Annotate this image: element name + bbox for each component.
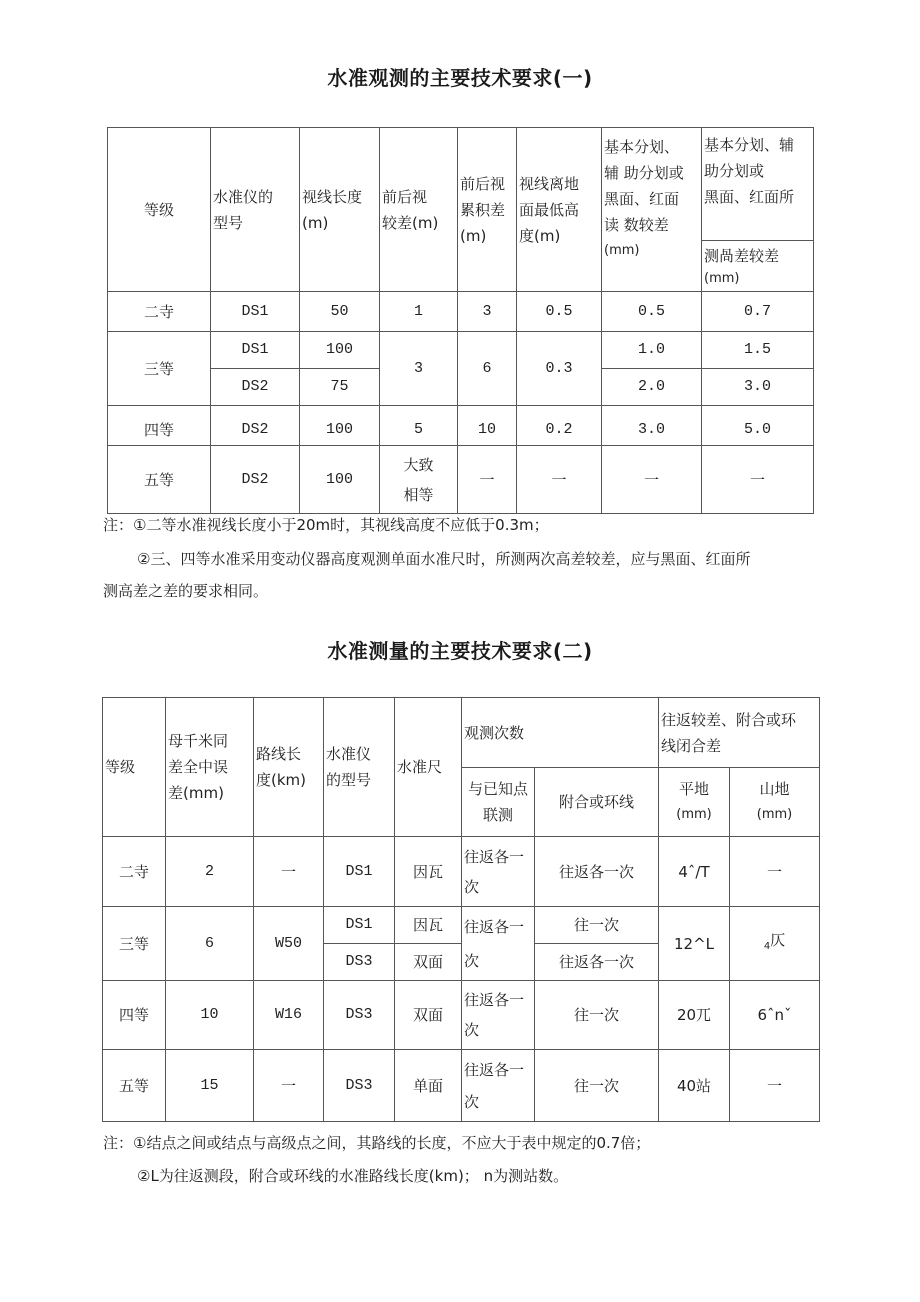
loop-cell: 往一次: [535, 981, 659, 1050]
fb-cell: 5: [380, 406, 458, 446]
table-row: [103, 837, 820, 907]
staff-cell: 因瓦: [395, 837, 462, 907]
grade-cell: 四等: [108, 406, 211, 446]
t2-header-mountain: 山地 (mm): [730, 768, 820, 837]
table-row: [103, 907, 820, 944]
hd-cell: 5.0: [702, 406, 814, 446]
hd-cell: 3.0: [702, 369, 814, 406]
error-cell: 2: [166, 837, 254, 907]
minh-cell: 0.5: [517, 292, 602, 332]
table2: [102, 697, 820, 1122]
staff-cell: 双面: [395, 944, 462, 981]
error-cell: 10: [166, 981, 254, 1050]
loop-cell: 往返各一次: [535, 837, 659, 907]
flat-cell: 40站: [659, 1050, 730, 1122]
fb-cell: 大致 相等: [380, 446, 458, 514]
t1-header-reading-diff: 基本分划、 辅 助分划或 黑面、红面 读 数较差 (mm): [602, 128, 702, 292]
table-row: [108, 406, 814, 446]
t2-header-route: 路线长 度(km): [254, 698, 324, 837]
flat-cell: 4ˆ/T: [659, 837, 730, 907]
table2-note-1: 注：①结点之间或结点与高级点之间，其路线的长度，不应大于表中规定的0.7倍；: [103, 1134, 651, 1152]
t1-header-height-diff-2: 测咼差较差 (mm): [702, 241, 814, 292]
route-cell: 一: [254, 837, 324, 907]
t2-header-obs-loop: 附合或环线: [535, 768, 659, 837]
staff-cell: 因瓦: [395, 907, 462, 944]
cum-cell: 10: [458, 406, 517, 446]
known-cell: 往返各一 次: [462, 1050, 535, 1122]
read-cell: 一: [602, 446, 702, 514]
t1-header-min-height: 视线离地 面最低高 度(m): [517, 128, 602, 292]
loop-cell: 往一次: [535, 1050, 659, 1122]
known-cell: 往返各一 次: [462, 907, 535, 981]
model-cell: DS3: [324, 981, 395, 1050]
t1-header-grade: 等级: [108, 128, 211, 292]
table1-note-2a: ②三、四等水准采用变动仪器高度观测单面水准尺时，所测两次高差较差，应与黑面、红面所: [137, 550, 751, 568]
read-cell: 1.0: [602, 332, 702, 369]
staff-cell: 单面: [395, 1050, 462, 1122]
table-row: [108, 446, 814, 514]
model-cell: DS1: [211, 332, 300, 369]
mountain-cell: 一: [730, 837, 820, 907]
t1-header-sight-length: 视线长度 (m): [300, 128, 380, 292]
model-cell: DS2: [211, 369, 300, 406]
table-row: [103, 1050, 820, 1122]
grade-cell: 四等: [103, 981, 166, 1050]
t2-header-staff: 水准尺: [395, 698, 462, 837]
route-cell: W50: [254, 907, 324, 981]
grade-cell: 三等: [103, 907, 166, 981]
known-cell: 往返各一 次: [462, 837, 535, 907]
hd-cell: 0.7: [702, 292, 814, 332]
t1-header-height-diff: 基本分划、辅 助分划或 黑面、红面所: [702, 128, 814, 241]
mountain-cell: 6ˆnˇ: [730, 981, 820, 1050]
fb-cell: 1: [380, 292, 458, 332]
t2-header-model: 水准仪 的型号: [324, 698, 395, 837]
t2-header-grade: 等级: [103, 698, 166, 837]
cum-cell: 3: [458, 292, 517, 332]
flat-cell: 12^L: [659, 907, 730, 981]
known-cell: 往返各一 次: [462, 981, 535, 1050]
model-cell: DS2: [211, 446, 300, 514]
model-cell: DS2: [211, 406, 300, 446]
model-cell: DS3: [324, 1050, 395, 1122]
table2-note-2: ②L为往返测段，附合或环线的水准路线长度(km)； n为测站数。: [137, 1167, 569, 1185]
sight-cell: 75: [300, 369, 380, 406]
mountain-cell: $_4$仄: [730, 907, 820, 981]
grade-cell: 五等: [103, 1050, 166, 1122]
model-cell: DS3: [324, 944, 395, 981]
read-cell: 0.5: [602, 292, 702, 332]
grade-cell: 二寺: [108, 292, 211, 332]
read-cell: 2.0: [602, 369, 702, 406]
staff-cell: 双面: [395, 981, 462, 1050]
model-cell: DS1: [324, 837, 395, 907]
table1-note-2b: 测高差之差的要求相同。: [103, 582, 269, 600]
loop-cell: 往返各一次: [535, 944, 659, 981]
minh-cell: 0.3: [517, 332, 602, 406]
route-cell: 一: [254, 1050, 324, 1122]
table-row: [103, 981, 820, 1050]
table1-title: 水准观测的主要技术要求(一): [327, 66, 593, 90]
grade-cell: 五等: [108, 446, 211, 514]
error-cell: 6: [166, 907, 254, 981]
hd-cell: 一: [702, 446, 814, 514]
t2-header-closure: 往返较差、附合或环 线闭合差: [659, 698, 820, 768]
t2-header-obs-known: 与已知点 联测: [462, 768, 535, 837]
read-cell: 3.0: [602, 406, 702, 446]
cum-cell: 6: [458, 332, 517, 406]
cum-cell: 一: [458, 446, 517, 514]
sight-cell: 50: [300, 292, 380, 332]
grade-cell: 二寺: [103, 837, 166, 907]
table-row: [108, 332, 814, 369]
table1: [107, 127, 814, 514]
t1-header-fb-cumulative: 前后视 累积差 (m): [458, 128, 517, 292]
minh-cell: 一: [517, 446, 602, 514]
table-row: [108, 292, 814, 332]
table1-note-1: 注：①二等水准视线长度小于20m时，其视线高度不应低于0.3m；: [103, 516, 549, 534]
t2-header-error: 母千米同 差全中误 差(mm): [166, 698, 254, 837]
hd-cell: 1.5: [702, 332, 814, 369]
t2-header-obs: 观测次数: [462, 698, 659, 768]
fb-cell: 3: [380, 332, 458, 406]
t1-header-fb-diff: 前后视 较差(m): [380, 128, 458, 292]
flat-cell: 20兀: [659, 981, 730, 1050]
sight-cell: 100: [300, 446, 380, 514]
sight-cell: 100: [300, 332, 380, 369]
model-cell: DS1: [324, 907, 395, 944]
loop-cell: 往一次: [535, 907, 659, 944]
model-cell: DS1: [211, 292, 300, 332]
minh-cell: 0.2: [517, 406, 602, 446]
grade-cell: 三等: [108, 332, 211, 406]
route-cell: W16: [254, 981, 324, 1050]
error-cell: 15: [166, 1050, 254, 1122]
t2-header-flat: 平地 (mm): [659, 768, 730, 837]
mountain-cell: 一: [730, 1050, 820, 1122]
table2-title: 水准测量的主要技术要求(二): [327, 639, 593, 663]
sight-cell: 100: [300, 406, 380, 446]
t1-header-model: 水准仪的 型号: [211, 128, 300, 292]
